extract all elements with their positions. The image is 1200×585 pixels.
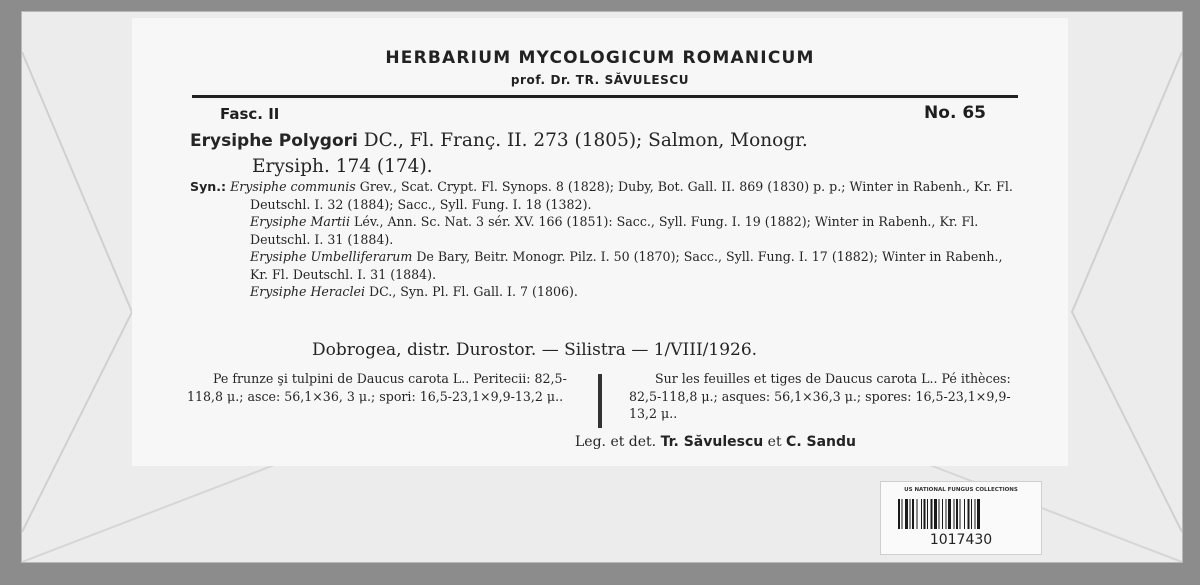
description-french: Sur les feuilles et tiges de Daucus carota L.. Pé ithèces: 82,5-118,8 μ.; asques: 56,1×36,3 μ.; spores: 16,5-23,1×9,9-13,2 μ.. [629, 371, 1011, 421]
column-divider [598, 374, 602, 428]
synonym-text: Lév., Ann. Sc. Nat. 3 sér. XV. 166 (1851): Sacc., Syll. Fung. I. 19 (1882); Winter in Rabenh., Kr. Fl. Deutschl. I. 31 (1884). [250, 214, 979, 247]
collectors-line [575, 434, 856, 450]
synonym-entry [190, 248, 1020, 283]
herbarium-title: HERBARIUM MYCOLOGICUM ROMANICUM [385, 48, 815, 68]
synonym-name: Erysiphe Martii [250, 214, 350, 229]
synonym-entry [190, 213, 1020, 248]
herbarium-subtitle: prof. Dr. TR. SĂVULESCU [510, 73, 690, 87]
species-citation: DC., Fl. Franç. II. 273 (1805); Salmon, Monogr. [357, 130, 808, 151]
species-citation-cont: Erysiph. 174 (174). [252, 156, 433, 177]
header-rule [192, 95, 1018, 98]
species-heading [190, 128, 1022, 179]
collectors-prefix: Leg. et det. [575, 434, 661, 450]
synonym-name: Erysiphe communis [230, 179, 356, 194]
fascicle-label: Fasc. II [220, 105, 280, 123]
synonym-text: De Bary, Beitr. Monogr. Pilz. I. 50 (1870); Sacc., Syll. Fung. I. 17 (1882); Winter in Rabenh., Kr. Fl. Deutschl. I. 31 (1884). [250, 249, 1003, 282]
collector-name: C. Sandu [786, 434, 856, 450]
species-name: Erysiphe Polygori [190, 131, 358, 151]
barcode-label [880, 481, 1042, 555]
synonyms-label: Syn.: [190, 179, 227, 194]
synonym-name: Erysiphe Umbelliferarum [250, 249, 413, 264]
synonym-entry [190, 283, 1020, 301]
synonym-entry [190, 178, 1020, 213]
collector-name: Tr. Săvulescu [660, 434, 764, 450]
synonym-text: DC., Syn. Pl. Fl. Gall. I. 7 (1806). [364, 284, 578, 299]
synonyms-block [190, 178, 1020, 301]
synonym-text: Grev., Scat. Crypt. Fl. Synops. 8 (1828); Duby, Bot. Gall. II. 869 (1830) p. p.; Winter in Rabenh., Kr. Fl. Deutschl. I. 32 (1884); Sacc., Syll. Fung. I. 18 (1382). [250, 179, 1013, 212]
barcode-header: US NATIONAL FUNGUS COLLECTIONS [904, 487, 1018, 493]
barcode-icon [898, 499, 1024, 529]
barcode-number: 1017430 [929, 532, 993, 548]
locality: Dobrogea, distr. Durostor. — Silistra — 1/VIII/1926. [312, 340, 758, 360]
synonym-name: Erysiphe Heraclei [250, 284, 365, 299]
description-romanian: Pe frunze şi tulpini de Daucus carota L.. Peritecii: 82,5-118,8 μ.; asce: 56,1×36, 3 μ.; spori: 16,5-23,1×9,9-13,2 μ.. [187, 371, 567, 404]
specimen-number: No. 65 [924, 103, 986, 123]
collectors-joiner: et [763, 434, 787, 450]
herbarium-label [132, 18, 1068, 466]
